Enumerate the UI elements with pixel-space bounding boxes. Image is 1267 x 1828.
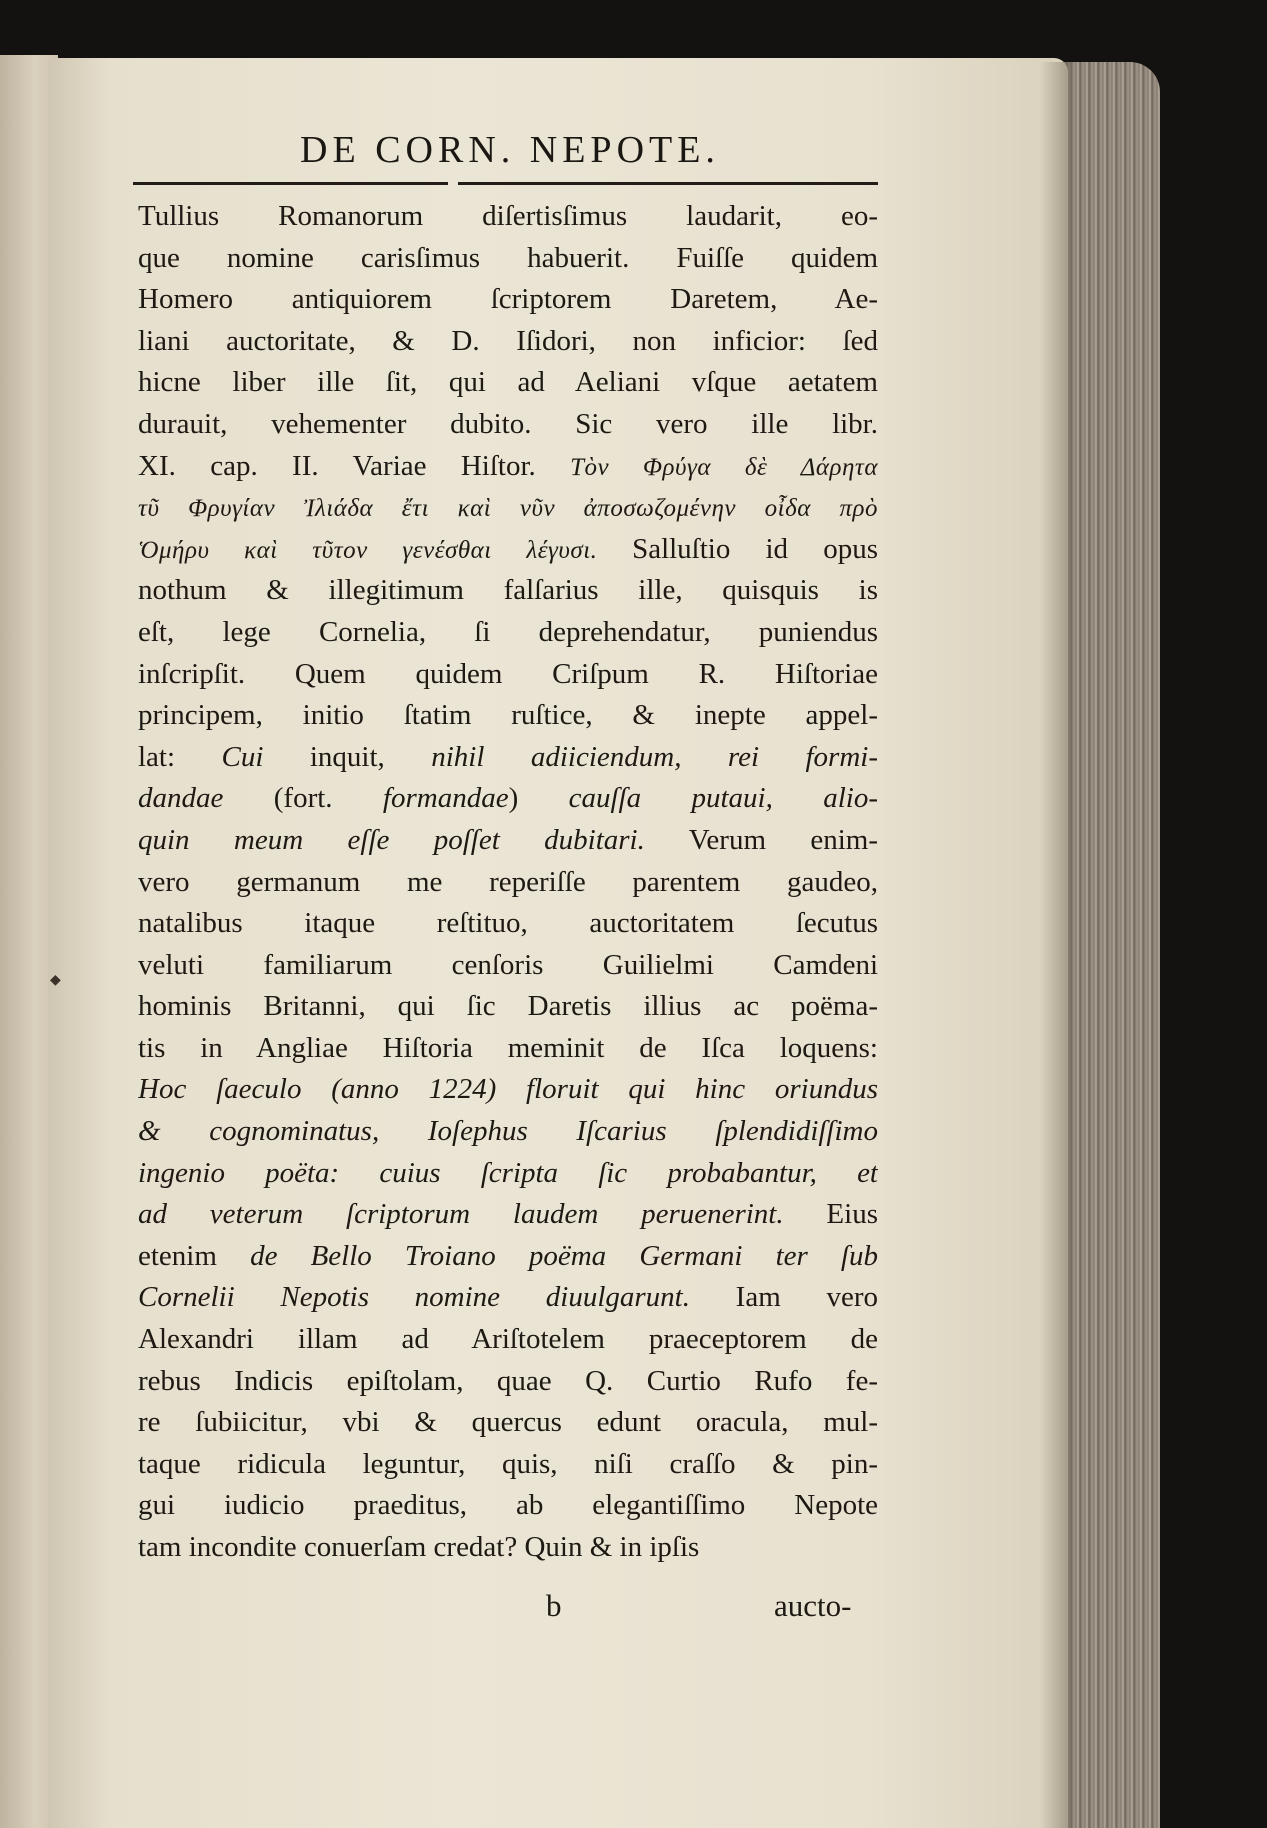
text-segment: inſcripſit. Quem quidem Criſpum R. Hiſtoriae (138, 657, 878, 690)
text-segment: lat: (138, 740, 222, 773)
body-text (138, 196, 878, 1569)
text-line (138, 196, 878, 238)
text-line (138, 529, 878, 571)
text-segment: etenim (138, 1239, 251, 1272)
text-line (138, 1028, 878, 1070)
text-segment: cauſſa putaui, alio- (568, 782, 878, 815)
text-segment: Τὸν Φρύγα δὲ Δάρητα (570, 453, 878, 481)
page-edge-shadow (1040, 62, 1070, 1828)
text-segment: dandae (138, 782, 224, 815)
running-head: DE CORN. NEPOTE. (300, 129, 720, 171)
text-segment: tam incondite conuerſam credat? Quin & in ipſis (138, 1531, 700, 1563)
text-segment: & cognominatus, Ioſephus Iſcarius ſplendidiſſimo (138, 1115, 878, 1148)
fore-edge (1062, 62, 1160, 1828)
text-line (138, 1111, 878, 1153)
text-line (138, 570, 878, 612)
text-segment: que nomine carisſimus habuerit. Fuiſſe quidem (138, 241, 878, 274)
text-segment: Homero antiquiorem ſcriptorem Daretem, Ae- (138, 283, 878, 316)
text-line (138, 404, 878, 446)
text-segment: Hoc ſaeculo (anno 1224) floruit qui hinc oriundus (138, 1073, 878, 1106)
text-segment: Eius (783, 1198, 878, 1231)
head-rule-left (133, 182, 448, 185)
text-line (138, 654, 878, 696)
text-segment: gui iudicio praeditus, ab elegantiſſimo Nepote (138, 1489, 878, 1522)
text-line (138, 778, 878, 820)
text-line (138, 737, 878, 779)
margin-mark-icon: ◆ (50, 972, 61, 988)
text-line (138, 1527, 878, 1569)
text-line (138, 1069, 878, 1111)
text-line (138, 903, 878, 945)
text-line (138, 238, 878, 280)
text-line (138, 362, 878, 404)
text-line (138, 1277, 878, 1319)
text-segment: τῦ Φρυγίαν Ἰλιάδα ἔτι καὶ νῦν ἀποσωζομένην οἶδα πρὸ (138, 495, 878, 523)
text-segment: (fort. (223, 782, 383, 815)
text-segment: formandae (382, 782, 509, 815)
text-segment: tis in Angliae Hiſtoria meminit de Iſca loquens: (138, 1031, 878, 1064)
text-segment: Alexandri illam ad Ariſtotelem praeceptorem de (138, 1323, 878, 1356)
text-segment: de Bello Troiano poëma Germani ter ſub (250, 1239, 878, 1272)
text-segment: hominis Britanni, qui ſic Daretis illius ac poëma- (138, 990, 878, 1023)
text-line (138, 986, 878, 1028)
text-line (138, 820, 878, 862)
text-line (138, 487, 878, 529)
text-segment: vero germanum me reperiſſe parentem gaudeo, (138, 865, 878, 898)
text-line (138, 321, 878, 363)
text-line (138, 612, 878, 654)
text-line (138, 1402, 878, 1444)
text-line (138, 1153, 878, 1195)
text-segment: nothum & illegitimum falſarius ille, quisquis is (138, 574, 878, 607)
text-segment: ad veterum ſcriptorum laudem peruenerint. (138, 1198, 784, 1231)
text-segment: principem, initio ſtatim ruſtice, & inepte appel- (138, 699, 878, 732)
text-segment: Verum enim- (644, 823, 878, 856)
text-segment: ingenio poëta: cuius ſcripta ſic probabantur, et (138, 1156, 878, 1189)
text-segment: inquit, (263, 740, 432, 773)
text-line (138, 279, 878, 321)
text-segment: durauit, vehementer dubito. Sic vero ille libr. (138, 407, 878, 440)
text-segment: Iam vero (689, 1281, 878, 1314)
text-segment: Tullius Romanorum diſertisſimus laudarit, eo- (138, 200, 878, 232)
head-rule-right (458, 182, 878, 185)
text-line (138, 945, 878, 987)
text-segment: hicne liber ille ſit, qui ad Aeliani vſque aetatem (138, 366, 878, 399)
text-line (138, 1361, 878, 1403)
text-segment: taque ridicula leguntur, quis, niſi craſſo & pin- (138, 1447, 878, 1480)
text-line (138, 1485, 878, 1527)
text-segment: re ſubiicitur, vbi & quercus edunt oracula, mul- (138, 1406, 878, 1439)
text-segment: XI. cap. II. Variae Hiſtor. (138, 449, 571, 482)
text-line (138, 862, 878, 904)
text-segment: quin meum eſſe poſſet dubitari. (138, 823, 645, 856)
text-segment: veluti familiarum cenſoris Guilielmi Camdeni (138, 948, 878, 981)
text-segment: Cui (221, 740, 264, 773)
text-segment: nihil adiiciendum, rei formi- (431, 740, 878, 773)
text-segment: Ὁμήρυ καὶ τῦτον γενέσθαι λέγυσι. (138, 536, 633, 564)
text-segment: Cornelii Nepotis nomine diuulgarunt. (138, 1281, 690, 1314)
text-segment: eſt, lege Cornelia, ſi deprehendatur, puniendus (138, 615, 878, 648)
text-line (138, 1194, 878, 1236)
text-segment: liani auctoritate, & D. Iſidori, non inficior: ſed (138, 324, 878, 357)
text-segment: Salluſtio id opus (632, 532, 878, 565)
text-line (138, 1236, 878, 1278)
text-segment: rebus Indicis epiſtolam, quae Q. Curtio Rufo fe- (138, 1364, 878, 1397)
text-line (138, 695, 878, 737)
text-line (138, 446, 878, 488)
text-line (138, 1444, 878, 1486)
signature-mark: b (546, 1588, 562, 1623)
catchword: aucto- (774, 1588, 852, 1623)
text-line (138, 1319, 878, 1361)
text-segment: ) (508, 782, 569, 815)
text-segment: natalibus itaque reſtituo, auctoritatem ſecutus (138, 907, 878, 940)
